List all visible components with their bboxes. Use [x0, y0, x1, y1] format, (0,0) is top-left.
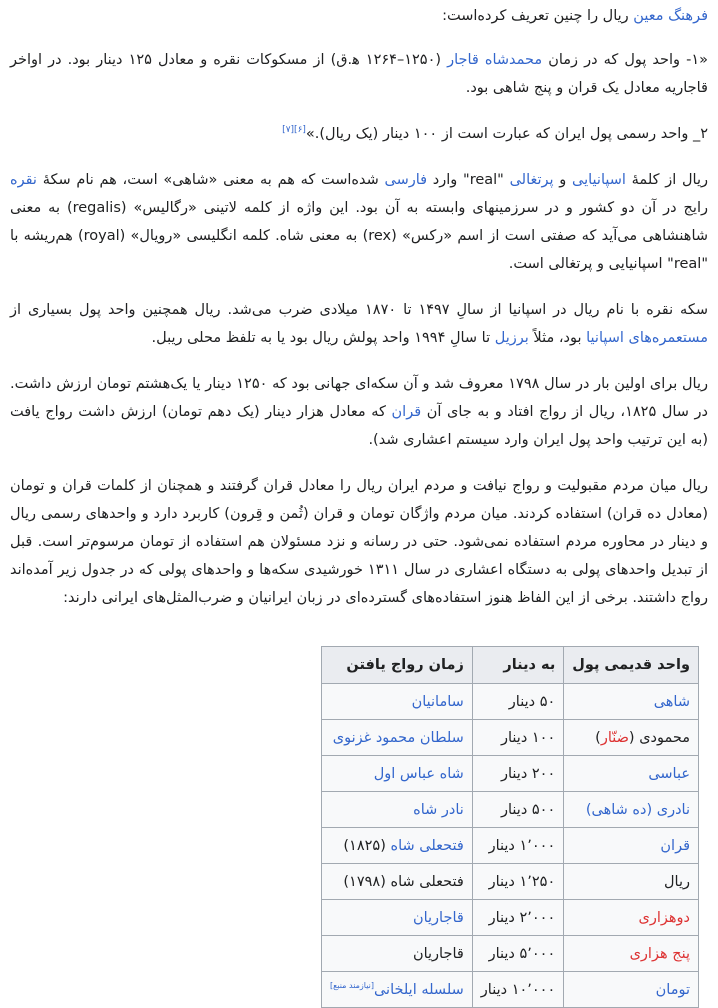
- table-row: [321, 720, 698, 756]
- usage-paragraph: ریال میان مردم مقبولیت و رواج نیافت و مردم ایران ریال را معادل قران گرفتند و همچنان از کلمات قران و تومان (معادل ده قران) استفاده کردند. میان مردم واژگان تومان و قران (ثُمن و قِرون) کاربرد دارد و واحدهای رسمی ریال و دینار در محاوره مردم استفاده نمی‌شود. حتی در رسانه و نزد مسئولان هم استفاده از تومان مرسوم‌تر است. قبل از تبدیل واحدهای پولی به دستگاه اعشاری در سال ۱۳۱۱ خورشیدی سکه‌ها و واحدهای پولی که در جدول زیر آمده‌اند رواج داشتند. برخی از این الفاظ هنوز استفاده‌های گسترده‌ای در زبان ایرانیان و ضرب‌المثل‌های ایرانی دارند:: [10, 478, 708, 606]
- unit-cell[interactable]: پنج هزاری: [564, 936, 699, 972]
- dinar-cell: ۵۰ دینار: [472, 684, 563, 720]
- reference-7[interactable]: [۷]: [282, 125, 295, 136]
- dinar-cell: ۵٬۰۰۰ دینار: [472, 936, 563, 972]
- unit-cell[interactable]: شاهی: [564, 684, 699, 720]
- definition-2: ۲_ واحد رسمی پول ایران که عبارت است از ۱۰۰ دینار (یک ریال).»[۶][۷]: [282, 125, 708, 142]
- column-header-unit[interactable]: واحد قدیمی پول: [564, 647, 699, 684]
- table-row: [321, 684, 698, 720]
- link-naderi[interactable]: نادری (ده شاهی): [585, 801, 690, 818]
- era-cell[interactable]: سلطان محمود غزنوی: [321, 720, 472, 756]
- era-cell: فتحعلی شاه (۱۷۹۸): [321, 864, 472, 900]
- unit-cell[interactable]: تومان: [564, 972, 699, 1008]
- reference-6[interactable]: [۶]: [294, 125, 306, 136]
- link-silver[interactable]: نقره: [10, 172, 37, 188]
- link-fathali-shah[interactable]: فتحعلی شاه: [390, 837, 464, 854]
- dinar-cell: ۱۰۰ دینار: [472, 720, 563, 756]
- era-cell[interactable]: نادر شاه: [321, 792, 472, 828]
- dinar-cell: ۱۰٬۰۰۰ دینار: [472, 972, 563, 1008]
- intro-paragraph: فرهنگ معین ریال را چنین تعریف کرده‌است:: [442, 8, 708, 24]
- citation-needed-tag[interactable]: [نیازمند منبع]: [329, 980, 374, 990]
- link-ilkhanate[interactable]: سلسله ایلخانی: [373, 981, 464, 998]
- table-row: [321, 936, 698, 972]
- column-header-era[interactable]: زمان رواج یافتن: [321, 647, 472, 684]
- dinar-cell: ۲۰۰ دینار: [472, 756, 563, 792]
- link-spanish-colonies[interactable]: مستعمره‌های اسپانیا: [586, 330, 708, 346]
- definition-1: «۱- واحد پول که در زمان محمدشاه قاجار (۱۲۵۰–۱۲۶۴ ﻫ.ق) از مسکوکات نقره و معادل ۱۲۵ دینار بود. در اواخر قاجاریه معادل یک قران و پنج شاهی بود.: [10, 52, 708, 96]
- iran-history-paragraph: ریال برای اولین بار در سال ۱۷۹۸ معروف شد و آن سکه‌ای جهانی بود که ۱۲۵۰ دینار یا یک‌هشتم تومان ارزش داشت. در سال ۱۸۲۵، ریال از رواج افتاد و به جای آن قران که معادل هزار دینار (یک دهم تومان) ارزش داشت رواج یافت (به این ترتیب واحد پول ایران وارد سیستم اعشاری شد).: [10, 376, 709, 448]
- unit-cell: [564, 792, 699, 828]
- link-persian[interactable]: فارسی: [384, 172, 428, 188]
- table-row: [321, 756, 698, 792]
- link-brazil[interactable]: برزیل: [494, 330, 529, 346]
- dinar-cell: ۲٬۰۰۰ دینار: [472, 900, 563, 936]
- era-cell: قاجاریان: [321, 936, 472, 972]
- unit-cell: ریال: [564, 864, 699, 900]
- spain-paragraph: سکه نقره با نام ریال در اسپانیا از سالِ ۱۴۹۷ تا ۱۸۷۰ میلادی ضرب می‌شد. ریال همچنین واحد پول بسیاری از مستعمره‌های اسپانیا بود، مثلاً برزیل تا سالِ ۱۹۹۴ واحد پولش ریال بود یا به تلفظ محلی ریبل.: [10, 302, 708, 346]
- etymology-paragraph: ریال از کلمهٔ اسپانیایی و پرتغالی "real" وارد فارسی شده‌است که هم به معنی «شاهی» است، هم نام سکهٔ نقره رایج در آن دو کشور و در سرزمینهای وابسته به آن بود. این واژه از کلمه لاتینی «رگالیس» (regalis) به معنی شاهنشاهی می‌آید که صفتی است از اسم «رکس» (rex) به معنی شاه. کلمه انگلیسی «رویال» (royal) هم‌ریشه با "real" اسپانیایی و پرتغالی است.: [10, 172, 709, 272]
- unit-cell[interactable]: قران: [564, 828, 699, 864]
- link-zannar[interactable]: ضنّار: [600, 729, 629, 746]
- era-cell[interactable]: شاه عباس اول: [321, 756, 472, 792]
- link-farhang-moein[interactable]: فرهنگ معین: [633, 8, 708, 24]
- link-portuguese[interactable]: پرتغالی: [509, 172, 554, 188]
- link-qiran[interactable]: قران: [391, 404, 422, 420]
- column-header-dinar[interactable]: به دینار: [472, 647, 563, 684]
- unit-cell[interactable]: دوهزاری: [564, 900, 699, 936]
- table-row: [321, 828, 698, 864]
- unit-cell: محمودی (ضنّار): [564, 720, 699, 756]
- table-header-row: [321, 647, 698, 684]
- table-row: [321, 792, 698, 828]
- dinar-cell: ۱٬۲۵۰ دینار: [472, 864, 563, 900]
- era-cell[interactable]: قاجاریان: [321, 900, 472, 936]
- currency-table: [321, 646, 699, 1008]
- era-cell[interactable]: سامانیان: [321, 684, 472, 720]
- era-cell: [321, 972, 472, 1008]
- table-row: [321, 972, 698, 1008]
- unit-cell[interactable]: عباسی: [564, 756, 699, 792]
- link-mohammad-shah[interactable]: محمدشاه قاجار: [447, 52, 543, 68]
- era-cell: فتحعلی شاه (۱۸۲۵): [321, 828, 472, 864]
- link-spanish[interactable]: اسپانیایی: [572, 172, 626, 188]
- dinar-cell: ۱٬۰۰۰ دینار: [472, 828, 563, 864]
- table-row: [321, 900, 698, 936]
- dinar-cell: ۵۰۰ دینار: [472, 792, 563, 828]
- table-row: [321, 864, 698, 900]
